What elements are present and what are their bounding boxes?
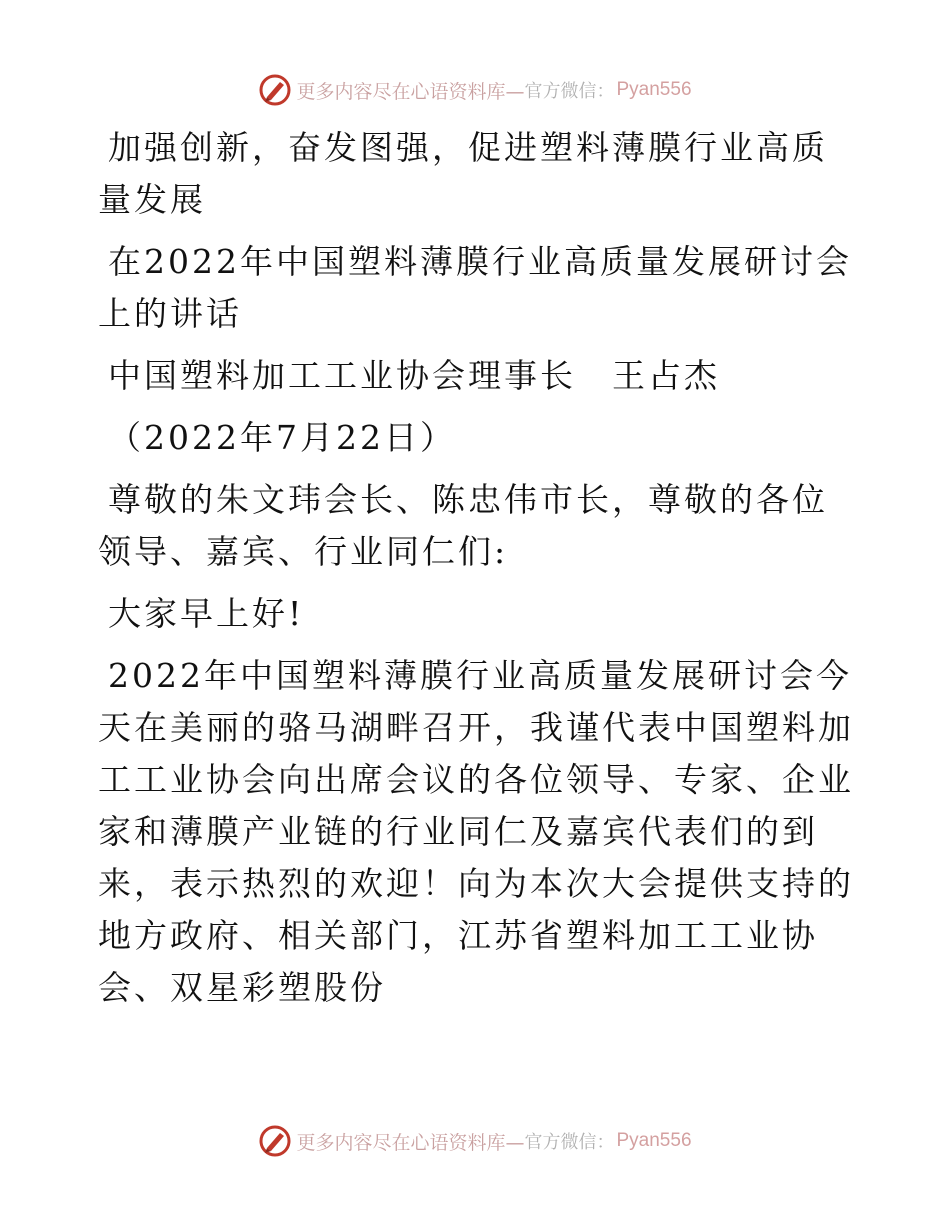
body-paragraph: 2022年中国塑料薄膜行业高质量发展研讨会今天在美丽的骆马湖畔召开，我谨代表中国塑料加工工业协会向出席会议的各位领导、专家、企业家和薄膜产业链的行业同仁及嘉宾代表们的到来，表示热烈的欢迎！向为本次大会提供支持的地方政府、相关部门，江苏省塑料加工工业协会、双星彩塑股份 xyxy=(98,656,854,1007)
banner-text: 更多内容尽在心语资料库— xyxy=(296,80,525,103)
document-title: 加强创新，奋发图强，促进塑料薄膜行业高质量发展 xyxy=(98,128,828,219)
document-subtitle: 在2022年中国塑料薄膜行业高质量发展研讨会上的讲话 xyxy=(98,242,852,333)
banner-wechat-label: 官方微信： xyxy=(524,1132,615,1153)
pen-logo-icon xyxy=(258,73,292,107)
header-watermark-banner xyxy=(0,70,950,110)
banner-wechat-id: Pyan556 xyxy=(616,79,692,100)
pen-logo-icon xyxy=(258,1124,292,1158)
document-body xyxy=(98,122,858,1024)
banner-text: 更多内容尽在心语资料库— xyxy=(296,1131,525,1154)
speaker-line: 中国塑料加工工业协会理事长 王占杰 xyxy=(108,356,720,395)
greeting-paragraph: 大家早上好! xyxy=(108,594,305,633)
banner-wechat-label: 官方微信： xyxy=(524,81,615,102)
footer-watermark-banner xyxy=(0,1121,950,1161)
banner-wechat-id: Pyan556 xyxy=(616,1130,692,1151)
salutation-paragraph: 尊敬的朱文玮会长、陈忠伟市长，尊敬的各位领导、嘉宾、行业同仁们: xyxy=(98,480,828,571)
date-line: （2022年7月22日） xyxy=(108,418,456,457)
